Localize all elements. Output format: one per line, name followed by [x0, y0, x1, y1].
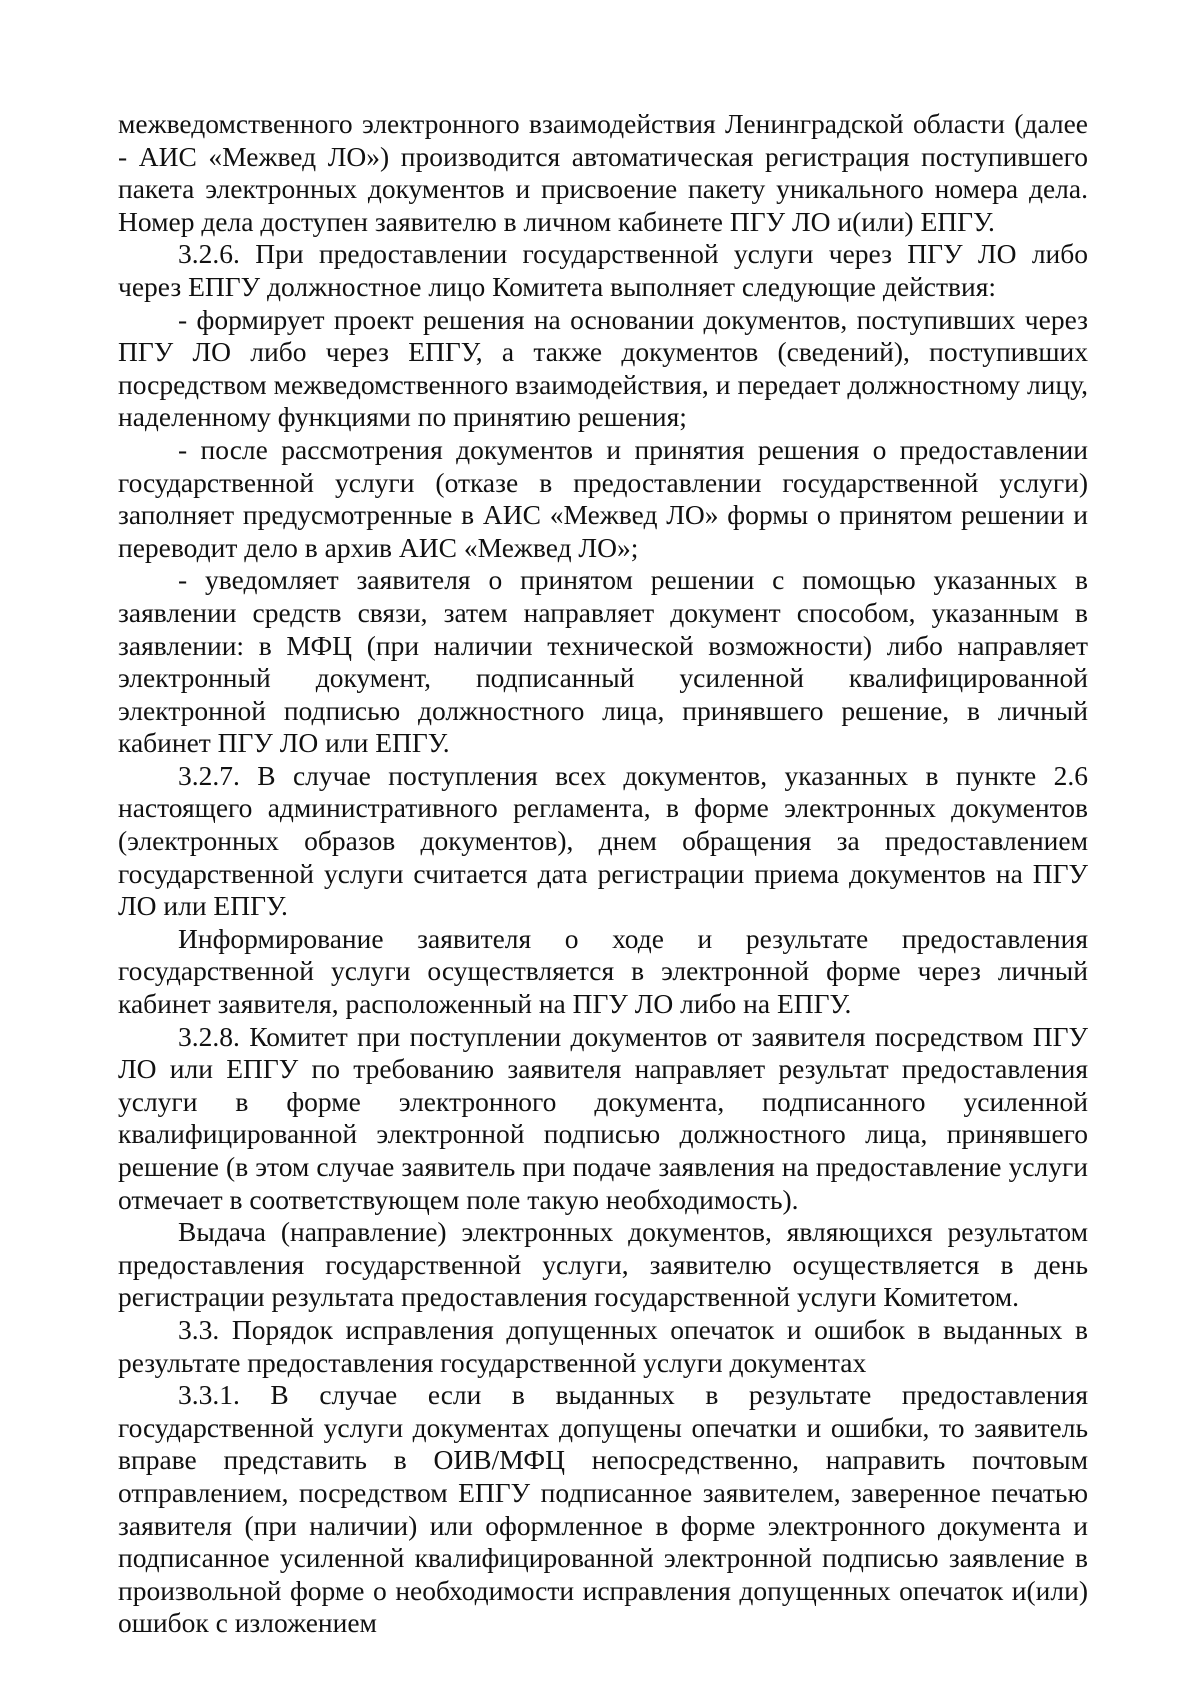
section-heading-3-3: 3.3. Порядок исправления допущенных опечаток и ошибок в выданных в результате предоставления государственной услуги документах [118, 1313, 1088, 1378]
list-item-notify-applicant: - уведомляет заявителя о принятом решении с помощью указанных в заявлении средств связи, затем направляет документ способом, указанным в заявлении: в МФЦ (при наличии технической возможности) либо направляет электронный документ, подписанный усиленной квалифицированной электронной подписью должностного лица, принявшего решение, в личный кабинет ПГУ ЛО или ЕПГУ. [118, 564, 1088, 759]
paragraph-3-2-7: 3.2.7. В случае поступления всех документов, указанных в пункте 2.6 настоящего административного регламента, в форме электронных документов (электронных образов документов), днем обращения за предоставлением государственной услуги считается дата регистрации приема документов на ПГУ ЛО или ЕПГУ. [118, 759, 1088, 922]
paragraph-issuance: Выдача (направление) электронных документов, являющихся результатом предоставления государственной услуги, заявителю осуществляется в день регистрации результата предоставления государственной услуги Комитетом. [118, 1216, 1088, 1313]
paragraph-informing: Информирование заявителя о ходе и результате предоставления государственной услуги осуществляется в электронной форме через личный кабинет заявителя, расположенный на ПГУ ЛО либо на ЕПГУ. [118, 922, 1088, 1020]
list-item-fill-forms: - после рассмотрения документов и принятия решения о предоставлении государственной услуги (отказе в предоставлении государственной услуги) заполняет предусмотренные в АИС «Межвед ЛО» формы о принятом решении и переводит дело в архив АИС «Межвед ЛО»; [118, 433, 1088, 563]
document-page [118, 108, 1088, 1640]
paragraph-3-2-8: 3.2.8. Комитет при поступлении документов от заявителя посредством ПГУ ЛО или ЕПГУ по требованию заявителя направляет результат предоставления услуги в форме электронного документа, подписанного усиленной квалифицированной электронной подписью должностного лица, принявшего решение (в этом случае заявитель при подаче заявления на предоставление услуги отмечает в соответствующем поле такую необходимость). [118, 1020, 1088, 1215]
paragraph-continuation: межведомственного электронного взаимодействия Ленинградской области (далее - АИС «Межвед ЛО») производится автоматическая регистрация поступившего пакета электронных документов и присвоение пакету уникального номера дела. Номер дела доступен заявителю в личном кабинете ПГУ ЛО и(или) ЕПГУ. [118, 108, 1088, 237]
paragraph-3-3-1: 3.3.1. В случае если в выданных в результате предоставления государственной услуги документах допущены опечатки и ошибки, то заявитель вправе представить в ОИВ/МФЦ непосредственно, направить почтовым отправлением, посредством ЕПГУ подписанное заявителем, заверенное печатью заявителя (при наличии) или оформленное в форме электронного документа и подписанное усиленной квалифицированной электронной подписью заявление в произвольной форме о необходимости исправления допущенных опечаток и(или) ошибок с изложением [118, 1379, 1088, 1639]
list-item-form-draft: - формирует проект решения на основании документов, поступивших через ПГУ ЛО либо через ЕПГУ, а также документов (сведений), поступивших посредством межведомственного взаимодействия, и передает должностному лицу, наделенному функциями по принятию решения; [118, 303, 1088, 433]
paragraph-3-2-6: 3.2.6. При предоставлении государственной услуги через ПГУ ЛО либо через ЕПГУ должностное лицо Комитета выполняет следующие действия: [118, 238, 1088, 302]
